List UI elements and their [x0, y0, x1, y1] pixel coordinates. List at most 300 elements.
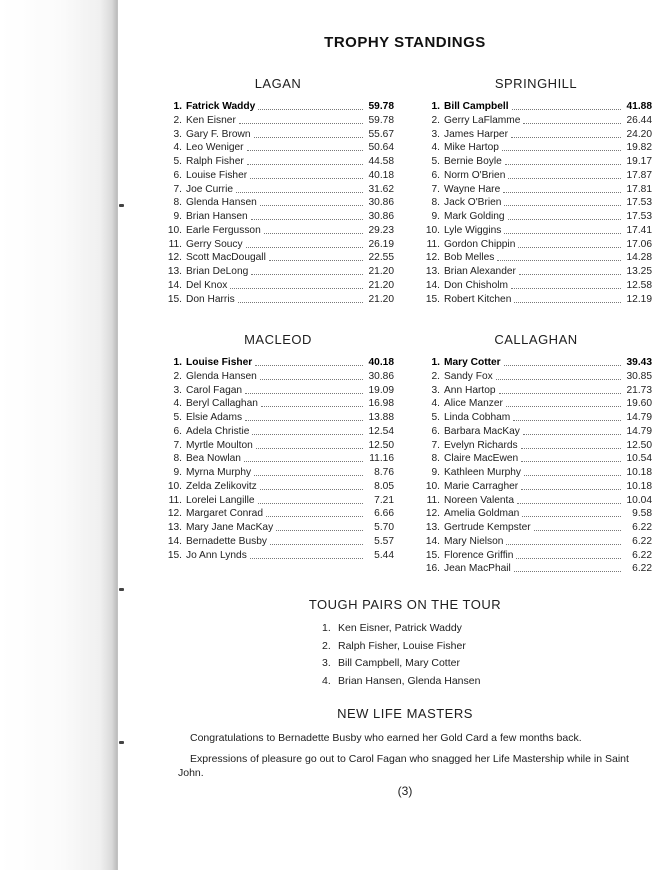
dot-leader [236, 183, 363, 193]
player-name: Gerry LaFlamme [444, 114, 521, 126]
standing-rank: 9. [173, 467, 182, 478]
standing-row [162, 370, 394, 384]
player-name: Bernadette Busby [186, 535, 267, 547]
standing-rank: 12. [167, 252, 182, 264]
standing-row [420, 238, 652, 252]
player-score: 17.53 [626, 211, 652, 222]
player-name: Brian DeLong [186, 266, 249, 277]
player-name: Amelia Goldman [444, 508, 520, 520]
player-score: 17.41 [626, 224, 652, 236]
standing-row [420, 141, 652, 155]
player-score: 5.70 [374, 522, 394, 533]
player-score: 19.60 [626, 398, 652, 410]
player-name: Robert Kitchen [444, 293, 512, 305]
announcement-paragraph: Expressions of pleasure go out to Carol Fagan who snagged her Life Mastership while in Saint John. [178, 753, 629, 779]
dot-leader [258, 100, 363, 110]
player-score: 19.09 [368, 384, 394, 396]
document-page [150, 0, 660, 870]
dot-leader [260, 480, 363, 490]
standing-row [162, 397, 394, 411]
player-name: Joe Currie [186, 183, 233, 195]
standing-rank: 3. [431, 128, 440, 140]
dot-leader [523, 114, 621, 124]
pair-item [322, 638, 582, 656]
player-score: 30.86 [368, 370, 394, 382]
player-score: 12.50 [368, 439, 394, 451]
player-name: Florence Griffin [444, 549, 514, 561]
standing-rank: 9. [431, 467, 440, 478]
player-name: Myrtle Moulton [186, 439, 253, 451]
standing-rank: 7. [431, 439, 440, 451]
player-score: 14.79 [626, 412, 652, 423]
player-name: Louise Fisher [186, 357, 253, 368]
standing-rank: 6. [431, 169, 440, 181]
player-name: Myrna Murphy [186, 467, 252, 478]
standing-row [420, 411, 652, 425]
player-score: 21.20 [368, 293, 394, 305]
player-score: 12.58 [626, 279, 652, 291]
dot-leader [518, 238, 621, 248]
standing-rank: 5. [173, 156, 182, 167]
standing-rank: 16. [425, 563, 440, 575]
standing-row [162, 196, 394, 210]
dot-leader [521, 480, 621, 490]
standing-row [162, 494, 394, 508]
standing-row [162, 466, 394, 480]
standing-row [420, 397, 652, 411]
dot-leader [513, 411, 621, 421]
player-score: 16.98 [368, 398, 394, 410]
standing-row [162, 141, 394, 155]
standing-row [162, 210, 394, 224]
dot-leader [519, 265, 621, 275]
dot-leader [239, 114, 363, 124]
player-score: 12.50 [626, 439, 652, 451]
player-score: 8.05 [374, 480, 394, 492]
standing-rank: 3. [173, 384, 182, 396]
standing-rank: 1. [431, 357, 440, 368]
player-name: Zelda Zelikovitz [186, 480, 257, 492]
division-lagan [162, 76, 394, 306]
player-name: Scott MacDougall [186, 252, 266, 264]
standing-rank: 7. [431, 183, 440, 195]
staple-mark [119, 204, 124, 207]
dot-leader [524, 466, 621, 476]
dot-leader [508, 210, 621, 220]
division-title: LAGAN [254, 76, 302, 91]
player-name: Sandy Fox [444, 370, 493, 382]
player-name: Alice Manzer [444, 398, 503, 410]
player-score: 39.43 [626, 357, 652, 368]
player-name: Jean MacPhail [444, 563, 511, 575]
dot-leader [256, 439, 363, 449]
standing-rank: 13. [167, 266, 182, 277]
tough-pairs-title: TOUGH PAIRS ON THE TOUR [308, 597, 502, 612]
standing-rank: 14. [167, 279, 182, 291]
player-score: 6.66 [374, 508, 394, 520]
standing-rank: 5. [431, 156, 440, 167]
standing-row [162, 480, 394, 494]
standing-row [162, 169, 394, 183]
standing-rank: 3. [431, 384, 440, 396]
standing-row [420, 439, 652, 453]
dot-leader [511, 279, 621, 289]
pair-rank: 4. [322, 674, 331, 687]
player-score: 12.54 [368, 425, 394, 437]
player-score: 24.20 [626, 128, 652, 140]
player-score: 21.73 [626, 384, 652, 396]
dot-leader [516, 549, 621, 559]
player-name: Louise Fisher [186, 169, 248, 181]
standing-rank: 7. [173, 183, 182, 195]
player-score: 17.53 [626, 197, 652, 209]
player-name: Mary Jane MacKay [186, 522, 274, 533]
player-name: Earle Fergusson [186, 224, 261, 236]
standing-rank: 12. [425, 508, 440, 520]
player-score: 5.57 [374, 535, 394, 547]
standing-rank: 15. [167, 549, 182, 561]
dot-leader [247, 141, 363, 151]
standing-row [420, 265, 652, 279]
player-name: Bob Melles [444, 252, 495, 264]
pair-rank: 3. [322, 657, 331, 669]
standing-rank: 8. [431, 453, 440, 465]
standing-rank: 10. [425, 224, 440, 236]
standing-rank: 3. [173, 128, 182, 140]
player-name: Mary Cotter [444, 357, 501, 368]
new-life-masters-title: NEW LIFE MASTERS [337, 706, 473, 721]
standing-row [162, 183, 394, 197]
standing-rank: 4. [173, 142, 182, 154]
standing-row [162, 114, 394, 128]
dot-leader [517, 494, 621, 504]
pair-names: Ralph Fisher, Louise Fisher [338, 639, 466, 652]
division-title: SPRINGHILL [494, 76, 578, 91]
division-title: MACLEOD [244, 332, 312, 347]
standing-row [162, 100, 394, 114]
player-score: 6.22 [632, 522, 652, 533]
standing-rank: 10. [167, 224, 182, 236]
standing-row [420, 452, 652, 466]
dot-leader [512, 100, 621, 110]
standing-row [420, 425, 652, 439]
dot-leader [255, 356, 363, 366]
standing-row [420, 183, 652, 197]
player-name: Gary F. Brown [186, 128, 251, 140]
player-score: 8.76 [374, 467, 394, 478]
player-name: Norm O'Brien [444, 169, 506, 181]
pair-names: Brian Hansen, Glenda Hansen [338, 674, 481, 687]
standing-row [420, 114, 652, 128]
player-name: Adela Christie [186, 425, 250, 437]
player-score: 40.18 [368, 169, 394, 181]
dot-leader [266, 507, 363, 517]
standing-rank: 14. [425, 535, 440, 547]
dot-leader [496, 370, 621, 380]
division-springhill [420, 76, 652, 306]
player-score: 7.21 [374, 494, 394, 506]
player-name: Beryl Callaghan [186, 398, 258, 410]
dot-leader [254, 466, 363, 476]
standing-rank: 9. [431, 211, 440, 222]
dot-leader [245, 384, 363, 394]
player-score: 44.58 [368, 156, 394, 167]
standing-row [162, 549, 394, 563]
dot-leader [261, 397, 363, 407]
dot-leader [514, 562, 621, 572]
player-name: Ken Eisner [186, 114, 236, 126]
player-name: Wayne Hare [444, 183, 501, 195]
standing-row [420, 169, 652, 183]
standing-row [420, 279, 652, 293]
dot-leader [250, 549, 363, 559]
standings-list [162, 100, 394, 306]
player-name: Ralph Fisher [186, 156, 244, 167]
dot-leader [251, 265, 363, 275]
standing-rank: 9. [173, 211, 182, 222]
dot-leader [534, 521, 621, 531]
standing-rank: 12. [425, 252, 440, 264]
dot-leader [506, 535, 621, 545]
dot-leader [260, 196, 363, 206]
standing-row [420, 535, 652, 549]
standing-rank: 2. [173, 370, 182, 382]
dot-leader [251, 210, 363, 220]
standing-rank: 4. [431, 142, 440, 154]
standing-row [420, 494, 652, 508]
player-score: 14.28 [626, 252, 652, 264]
dot-leader [523, 425, 621, 435]
dot-leader [514, 293, 621, 303]
standing-row [162, 128, 394, 142]
player-name: Margaret Conrad [186, 508, 264, 520]
standing-row [162, 384, 394, 398]
pair-names: Ken Eisner, Patrick Waddy [338, 622, 462, 634]
standing-rank: 14. [167, 535, 182, 547]
standings-list [420, 100, 652, 306]
player-name: James Harper [444, 128, 508, 140]
player-name: Gertrude Kempster [444, 522, 531, 533]
dot-leader [230, 279, 363, 289]
dot-leader [521, 452, 621, 462]
standing-rank: 8. [431, 197, 440, 209]
standing-rank: 13. [425, 522, 440, 533]
player-name: Del Knox [186, 279, 228, 291]
dot-leader [504, 196, 621, 206]
player-name: Lyle Wiggins [444, 224, 502, 236]
player-score: 6.22 [632, 563, 652, 575]
standing-rank: 6. [431, 425, 440, 437]
pair-item [322, 655, 582, 673]
player-score: 6.22 [632, 535, 652, 547]
standing-rank: 4. [431, 398, 440, 410]
player-score: 26.44 [626, 114, 652, 126]
standing-rank: 10. [167, 480, 182, 492]
standing-row [420, 251, 652, 265]
player-name: Don Harris [186, 293, 235, 305]
player-name: Gerry Soucy [186, 238, 243, 250]
player-score: 29.23 [368, 224, 394, 236]
standing-rank: 6. [173, 169, 182, 181]
standing-row [420, 480, 652, 494]
standing-row [420, 356, 652, 370]
player-score: 31.62 [368, 183, 394, 195]
dot-leader [505, 155, 621, 165]
page-number: (3) [397, 784, 413, 798]
standing-row [162, 521, 394, 535]
player-name: Barbara MacKay [444, 425, 520, 437]
standing-rank: 13. [167, 522, 182, 533]
player-name: Lorelei Langille [186, 494, 255, 506]
player-score: 40.18 [368, 357, 394, 368]
standings-list [420, 356, 652, 576]
player-name: Evelyn Richards [444, 439, 518, 451]
standing-rank: 13. [425, 266, 440, 277]
player-name: Glenda Hansen [186, 197, 257, 209]
pair-item [322, 673, 582, 691]
standing-rank: 8. [173, 197, 182, 209]
player-score: 59.78 [368, 101, 394, 112]
dot-leader [508, 169, 621, 179]
standing-row [162, 535, 394, 549]
player-score: 55.67 [368, 128, 394, 140]
standing-row [420, 549, 652, 563]
standing-rank: 12. [167, 508, 182, 520]
player-name: Brian Hansen [186, 211, 248, 222]
player-score: 9.58 [632, 508, 652, 520]
player-score: 10.18 [626, 467, 652, 478]
dot-leader [247, 155, 363, 165]
player-score: 17.81 [626, 183, 652, 195]
player-name: Leo Weniger [186, 142, 244, 154]
standing-rank: 11. [426, 494, 440, 506]
standing-rank: 5. [431, 412, 440, 423]
standing-row [420, 293, 652, 307]
standing-rank: 15. [425, 549, 440, 561]
player-name: Gordon Chippin [444, 238, 516, 250]
standing-row [162, 507, 394, 521]
dot-leader [521, 439, 621, 449]
dot-leader [246, 238, 363, 248]
standing-row [162, 356, 394, 370]
standing-rank: 11. [168, 238, 182, 250]
standing-rank: 5. [173, 412, 182, 423]
standing-row [420, 128, 652, 142]
player-name: Jo Ann Lynds [186, 549, 247, 561]
standing-rank: 1. [431, 101, 440, 112]
player-name: Claire MacEwen [444, 453, 519, 465]
standing-row [420, 507, 652, 521]
dot-leader [252, 425, 363, 435]
standing-row [162, 251, 394, 265]
standing-row [420, 155, 652, 169]
player-name: Bernie Boyle [444, 156, 502, 167]
standing-rank: 14. [425, 279, 440, 291]
player-score: 50.64 [368, 142, 394, 154]
player-score: 21.20 [368, 266, 394, 277]
standing-rank: 11. [426, 238, 440, 250]
binding-shadow [0, 0, 118, 870]
player-name: Ann Hartop [444, 384, 496, 396]
player-name: Bill Campbell [444, 101, 509, 112]
standing-rank: 6. [173, 425, 182, 437]
player-score: 12.19 [626, 293, 652, 305]
standing-row [162, 411, 394, 425]
standing-row [162, 155, 394, 169]
dot-leader [250, 169, 363, 179]
player-score: 26.19 [368, 238, 394, 250]
standing-row [420, 224, 652, 238]
dot-leader [245, 411, 363, 421]
player-score: 13.88 [368, 412, 394, 423]
player-score: 17.06 [626, 238, 652, 250]
tough-pairs-list [322, 620, 582, 690]
player-name: Mark Golding [444, 211, 505, 222]
standing-rank: 2. [431, 114, 440, 126]
dot-leader [506, 397, 621, 407]
dot-leader [269, 251, 363, 261]
dot-leader [258, 494, 363, 504]
standing-row [420, 100, 652, 114]
player-name: Brian Alexander [444, 266, 516, 277]
page-title: TROPHY STANDINGS [324, 34, 486, 51]
dot-leader [260, 370, 363, 380]
standing-row [162, 293, 394, 307]
new-life-masters-text [178, 731, 648, 780]
player-name: Marie Carragher [444, 480, 519, 492]
standing-rank: 4. [173, 398, 182, 410]
standing-rank: 15. [425, 293, 440, 305]
player-score: 10.54 [626, 453, 652, 465]
dot-leader [502, 141, 621, 151]
player-score: 11.16 [369, 453, 394, 465]
dot-leader [244, 452, 363, 462]
standing-rank: 1. [173, 101, 182, 112]
standing-row [162, 452, 394, 466]
dot-leader [254, 128, 363, 138]
standing-rank: 2. [173, 114, 182, 126]
dot-leader [497, 251, 621, 261]
standing-row [420, 521, 652, 535]
standing-row [162, 224, 394, 238]
player-score: 10.04 [626, 494, 652, 506]
dot-leader [499, 384, 621, 394]
division-callaghan [420, 332, 652, 576]
player-name: Mary Nielson [444, 535, 504, 547]
dot-leader [270, 535, 363, 545]
player-name: Elsie Adams [186, 412, 243, 423]
player-score: 5.44 [374, 549, 394, 561]
dot-leader [522, 507, 621, 517]
dot-leader [504, 356, 621, 366]
player-score: 10.18 [626, 480, 652, 492]
standing-rank: 8. [173, 453, 182, 465]
standing-row [162, 265, 394, 279]
dot-leader [276, 521, 363, 531]
player-name: Bea Nowlan [186, 453, 241, 465]
pair-rank: 1. [322, 622, 331, 634]
standing-row [420, 384, 652, 398]
player-name: Glenda Hansen [186, 370, 257, 382]
standing-row [420, 210, 652, 224]
player-score: 14.79 [626, 425, 652, 437]
standing-rank: 2. [431, 370, 440, 382]
standing-rank: 11. [168, 494, 182, 506]
player-score: 30.86 [368, 197, 394, 209]
player-score: 59.78 [368, 114, 394, 126]
pair-names: Bill Campbell, Mary Cotter [338, 657, 460, 669]
dot-leader [238, 293, 363, 303]
